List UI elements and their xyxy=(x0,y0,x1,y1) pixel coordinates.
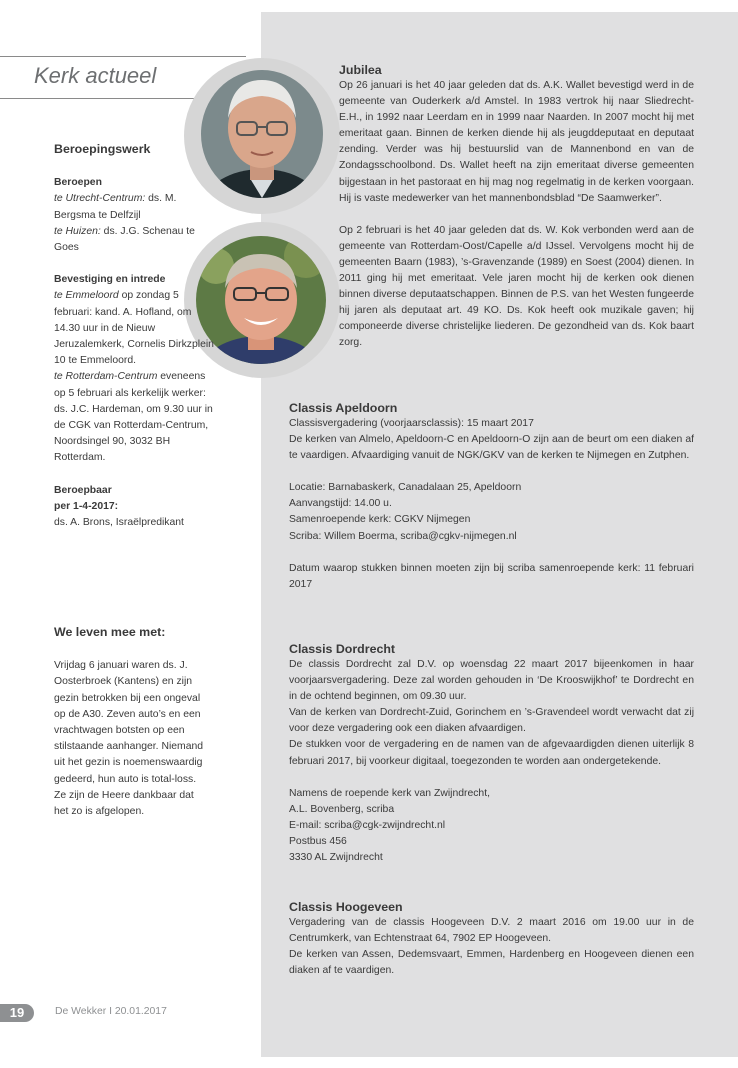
beroepbaar-label: Beroepbaar xyxy=(54,484,112,496)
section-title: Kerk actueel xyxy=(34,63,157,88)
jubilea-kok-text: Op 2 februari is het 40 jaar geleden dat ds. W. Kok verbonden werd aan de gemeente van Rotterdam-Oost/Capelle a/d IJssel. Vervolgens mocht hij de gemeenten Baarn (1983), ’s-Gravenzande (1989) en Soest (2004) dienen. In 2011 ging hij met emeritaat. Vele jaren mocht hij de kerken ook dienen binnen diverse deputaatschappen. Binnen de P.S. van het Westen fungeerde hij jaren als deputaat art. 49 KO. Ds. Kok heeft ook muzikale gaven; hij componeerde diverse christelijke liederen. De gezondheid van ds. Kok baart zorg. xyxy=(339,224,694,349)
bevestiging-rotterdam: te Rotterdam-Centrum eveneens op 5 februari als kerkelijk werker: ds. J.C. Hardeman, om 9.30 uur in de CGK van Rotterdam-Centrum, Noordsingel 90, 3032 BH Rotterdam. xyxy=(54,371,213,464)
dordrecht-heading: Classis Dordrecht xyxy=(289,642,396,656)
page-number: 19 xyxy=(0,1004,34,1022)
hoogeveen-section xyxy=(289,899,694,979)
jubilea-heading: Jubilea xyxy=(339,63,382,77)
jubilea-wallet-text: Op 26 januari is het 40 jaar geleden dat ds. A.K. Wallet bevestigd werd in de gemeente van Ouderkerk a/d Amstel. In 1983 vertrok hij naar Sliedrecht-E.H., in 1992 naar Leerdam en in 1999 naar Naarden. In 2007 mocht hij met emeritaat gaan. Binnen de kerken diende hij als jeugddeputaat en deputaat zending. Verder was hij bestuurslid van de Mannenbond en van de Zondagsschoolbond. Ds. Wallet heeft na zijn emeritaat diverse gemeenten bijgestaan in het pastoraat en hij mag nog regelmatig in de kerken voorgaan. Hij is vaste medewerker van het mannenbondsblad “De Saamwerker”. xyxy=(339,80,694,204)
hoogeveen-line: De kerken van Assen, Dedemsvaart, Emmen, Hardenberg en Hoogeveen dienen een diaken af te vaardigen. xyxy=(289,949,694,977)
ds-ak-wallet-photo xyxy=(201,70,323,198)
footer-publication: De Wekker I 20.01.2017 xyxy=(55,1006,167,1017)
dordrecht-line: Namens de roepende kerk van Zwijndrecht, xyxy=(289,787,490,799)
apeldoorn-section xyxy=(289,400,694,593)
dordrecht-section xyxy=(289,641,694,866)
beroep-utrecht: te Utrecht-Centrum: ds. M. Bergsma te Delfzijl xyxy=(54,193,177,221)
top-rule xyxy=(0,56,246,57)
bevestiging-emmeloord: te Emmeloord op zondag 5 februari: kand. A. Hofland, om 14.30 uur in de Nieuw Jeruzalemkerk, Cornelis Dirkzplein 10 te Emmeloord. xyxy=(54,290,214,367)
dordrecht-line: Postbus 456 xyxy=(289,835,347,847)
ds-w-kok-photo xyxy=(196,236,326,364)
beroep-huizen: te Huizen: ds. J.G. Schenau te Goes xyxy=(54,225,195,254)
dordrecht-line: De stukken voor de vergadering en de namen van de afgevaardigden dienen uiterlijk 8 februari 2017, bij voorkeur digitaal, toegezonden te worden aan ondergetekende. xyxy=(289,739,694,767)
hoogeveen-heading: Classis Hoogeveen xyxy=(289,900,403,914)
sidebar-beroepingswerk xyxy=(54,141,214,531)
leven-mee-heading: We leven mee met: xyxy=(54,625,166,639)
apeldoorn-heading: Classis Apeldoorn xyxy=(289,401,398,415)
apeldoorn-line: Classisvergadering (voorjaarsclassis): 15 maart 2017 xyxy=(289,418,534,429)
bevestiging-label: Bevestiging en intrede xyxy=(54,274,166,286)
apeldoorn-line: Aanvangstijd: 14.00 u. xyxy=(289,498,392,510)
dordrecht-line: 3330 AL Zwijndrecht xyxy=(289,852,383,864)
apeldoorn-line: Samenroepende kerk: CGKV Nijmegen xyxy=(289,514,471,526)
apeldoorn-line: Locatie: Barnabaskerk, Canadalaan 25, Apeldoorn xyxy=(289,482,522,494)
leven-mee-text: Vrijdag 6 januari waren ds. J. Oosterbroek (Kantens) en zijn gezin betrokken bij een ongeval op de A30. Zeven auto’s en een vrachtwagen botsten op een stilstaande aanhanger. Niemand uit het gezin is noemenswaardig gedeerd, hun auto is total-loss. Ze zijn de Heere dankbaar dat het zo is afgelopen. xyxy=(54,660,204,818)
dordrecht-line: E-mail: scriba@cgk-zwijndrecht.nl xyxy=(289,819,446,831)
beroepingswerk-heading: Beroepingswerk xyxy=(54,142,151,156)
apeldoorn-line: Datum waarop stukken binnen moeten zijn bij scriba samenroepende kerk: 11 februari 2017 xyxy=(289,562,694,590)
beroepen-label: Beroepen xyxy=(54,177,102,189)
sidebar-leven-mee xyxy=(54,624,210,820)
dordrecht-line: A.L. Bovenberg, scriba xyxy=(289,803,395,815)
dordrecht-line: Van de kerken van Dordrecht-Zuid, Gorinchem en ’s-Gravendeel wordt verwacht dat zij voor deze vergadering ook een diaken afvaardigen. xyxy=(289,707,694,735)
dordrecht-line: De classis Dordrecht zal D.V. op woensdag 22 maart 2017 bijeenkomen in haar voorjaarsvergadering. Deze zal worden gehouden in ‘De Krooswijkhof’ te Dordrecht en in de ochtend beginnen, om 09.30 uur. xyxy=(289,659,694,703)
beroepbaar-text: ds. A. Brons, Israëlpredikant xyxy=(54,517,184,529)
jubilea-section xyxy=(339,62,694,352)
hoogeveen-line: Vergadering van de classis Hoogeveen D.V. 2 maart 2016 om 19.00 uur in de Centrumkerk, van Echtenstraat 64, 7902 EP Hoogeveen. xyxy=(289,917,694,945)
beroepbaar-date: per 1-4-2017: xyxy=(54,500,119,512)
title-underline xyxy=(0,98,200,99)
apeldoorn-line: Scriba: Willem Boerma, scriba@cgkv-nijmegen.nl xyxy=(289,530,517,542)
apeldoorn-line: De kerken van Almelo, Apeldoorn-C en Apeldoorn-O zijn aan de beurt om een diaken af te vaardigen. Afvaardiging vanuit de NGK/GKV van de kerken te Nijmegen en Zutphen. xyxy=(289,434,694,462)
